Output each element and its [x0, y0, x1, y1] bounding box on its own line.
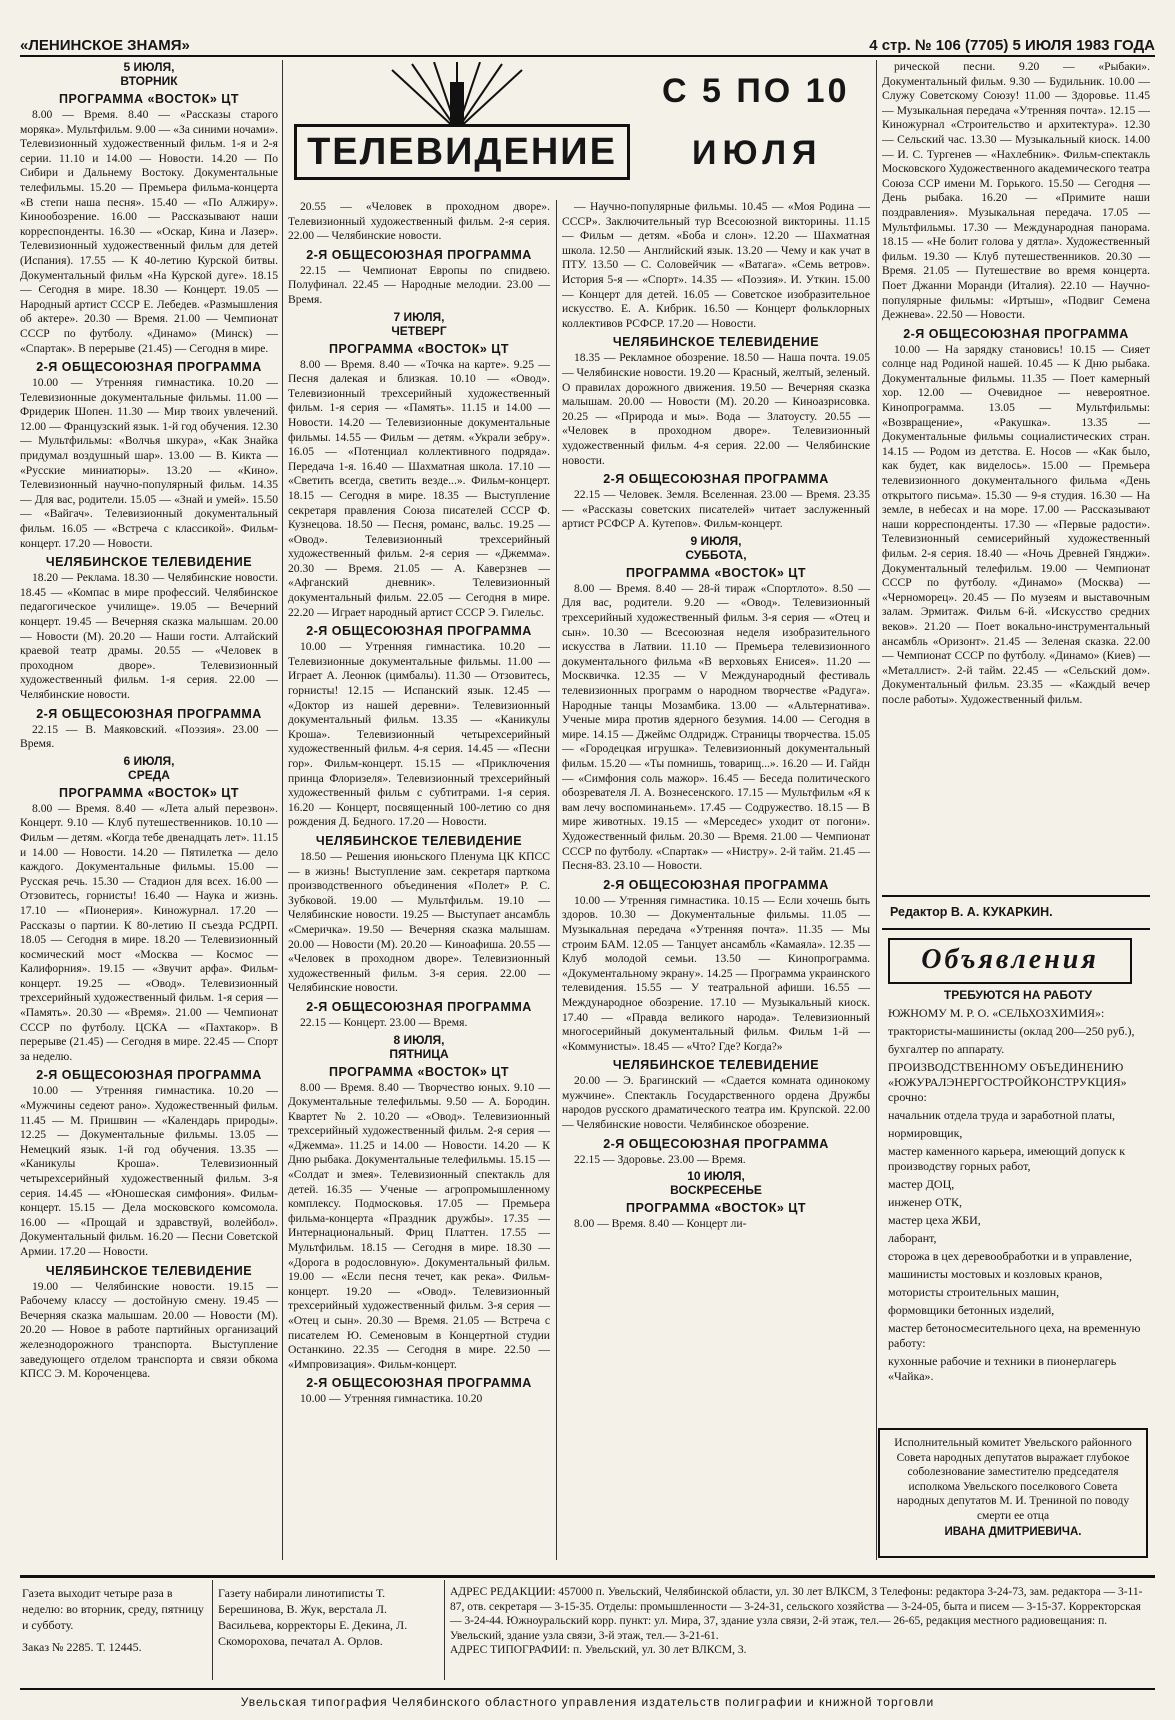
program-heading: 2-Я ОБЩЕСОЮЗНАЯ ПРОГРАММА	[603, 877, 829, 892]
column-1	[20, 60, 278, 1450]
schedule-text: 18.35 — Рекламное обозрение. 18.50 — Наша почта. 19.05 — Челябинские новости. 19.20 — Красный, желтый, зеленый. О правилах дорожного движения. 19.50 — Вечерняя сказка малышам. 20.00 — Новости (М). 20.20 — Киноазрисовка. 20.25 — «Природа и мы». Вода — Златоусту. 20.55 — «Человек в проходном дворе». Телевизионный художественный фильм. 4-я серия. 22.00 — Челябинские новости.	[562, 351, 870, 467]
day-heading: 10 ИЮЛЯ,	[687, 1169, 745, 1184]
program-heading: ПРОГРАММА «ВОСТОК» ЦТ	[625, 1201, 807, 1216]
program-heading: ЧЕЛЯБИНСКОЕ ТЕЛЕВИДЕНИЕ	[45, 1263, 253, 1278]
schedule-text: 22.15 — Концерт. 23.00 — Время.	[300, 1015, 468, 1029]
ad-line: трактористы-машинисты (оклад 200—250 руб.),	[888, 1024, 1135, 1038]
obituary-text: Исполнительный комитет Увельского районного Совета народных депутатов выражает глубокое соболезнование заместителю председателя исполкома Увельского поселкового Совета народных депутатов М. И. Трениной по поводу смерти ее отца	[894, 1437, 1132, 1522]
column-rule	[282, 60, 283, 1560]
schedule-text: 8.00 — Время. 8.40 — «Лета алый перезвон». Концерт. 9.10 — Клуб путешественников. 10.10 — Фильм — детям. «Когда тебе двенадцать лет». 11.15 и 14.00 — Новости. 14.20 — Пятилетка — дело каждого. Документальные фильмы. 15.00 — Русская речь. 15.30 — Стадион для всех. 16.00 — Отзовитесь, горнисты! 16.40 — Наука и жизнь. 17.10 — «Пионерия». Киножурнал. 17.20 — Рассказы о партии. К 80-летию II съезда РСДРП. 18.05 — Сегодня в мире. 18.20 — Телевизионный космический мост «Москва — Космос — Калифорния». 19.15 — «Звучит арфа». Фильм-концерт. 19.25 — «Овод». Телевизионный трехсерийный художественный фильм. 1-я серия — «Память». 20.30 — «Время». 21.00 — Чемпионат СССР по футболу. ЦСКА — «Пахтакор». В перерыве (21.45) — Сегодня в мире. 22.45 — Спорт за неделю.	[20, 801, 278, 1063]
ad-line: нормировщик,	[888, 1126, 963, 1140]
schedule-text: 8.00 — Время. 8.40 — «Рассказы старого моряка». Мультфильм. 9.00 — «За синими ночами». Телевизионный художественный фильм. 1-я и 2-я серии. 11.10 и 14.00 — Новости. 14.20 — По Сибири и Дальнему Востоку. Документальные телефильмы. 15.20 — Премьера фильма-концерта «В степи наша песня». 15.40 — «По Алжиру». Кинообозрение. 16.00 — Рассказывают наши корреспонденты. 16.30 — «Оскар, Кина и Лазер». Телевизионный художественный фильм для детей (Испания). 17.55 — К 40-летию Курской битвы. Документальный фильм «На Курской дуге». 18.15 — Сегодня в мире. 18.30 — Концерт. 19.05 — Народный артист СССР Е. Лебедев. «Размышления об актере». 20.30 — Время. 21.00 — Чемпионат СССР по футболу. «Динамо» (Минск) — «Спартак». В перерыве (21.45) — Сегодня в мире.	[20, 108, 278, 355]
column-3	[562, 200, 870, 1575]
footer-rule	[212, 1580, 213, 1680]
schedule-text: 10.00 — Утренняя гимнастика. 10.20	[300, 1392, 483, 1406]
issue-info: 4 стр. № 106 (7705) 5 ИЮЛЯ 1983 ГОДА	[869, 36, 1155, 54]
schedule-text: 22.15 — В. Маяковский. «Поэзия». 23.00 — Время.	[20, 722, 278, 751]
column-2	[288, 200, 550, 1575]
ad-line: инженер ОТК,	[888, 1195, 963, 1209]
ads-block	[888, 988, 1148, 1387]
ad-line: мастер каменного карьера, имеющий допуск к производству горных работ,	[888, 1144, 1126, 1173]
editor-rule	[882, 895, 1150, 897]
ads-head: ТРЕБУЮТСЯ НА РАБОТУ	[943, 988, 1093, 1002]
ad-line: сторожа в цех деревообработки и в управление,	[888, 1249, 1133, 1263]
printer-line: Увельская типография Челябинского областного управления издательств полиграфии и книжной торговли	[240, 1695, 935, 1709]
day-name: СУББОТА,	[685, 547, 747, 562]
program-heading: ЧЕЛЯБИНСКОЕ ТЕЛЕВИДЕНИЕ	[45, 555, 253, 570]
schedule-text: 22.15 — Чемпионат Европы по спидвею. Полуфинал. 22.45 — Народные мелодии. 23.00 — Время.	[288, 263, 550, 306]
dates-top: С 5 ПО 10	[662, 72, 850, 110]
day-name: ВТОРНИК	[120, 74, 178, 88]
editor-line: Редактор В. А. КУКАРКИН.	[890, 905, 1053, 919]
footer-order: Заказ № 2285. Т. 12445.	[22, 1640, 142, 1654]
footer-schedule	[22, 1585, 207, 1685]
ads-title: Объявления	[888, 938, 1132, 984]
program-heading: 2-Я ОБЩЕСОЮЗНАЯ ПРОГРАММА	[36, 706, 262, 721]
schedule-text: 22.15 — Здоровье. 23.00 — Время.	[574, 1152, 746, 1166]
schedule-text: — Научно-популярные фильмы. 10.45 — «Моя Родина — СССР». Заключительный тур Всесоюзной викторины. 11.15 — Фильм — детям. «Боба и слон». 12.20 — Шахматная школа. 12.50 — Английский язык. 13.20 — Чему и как учат в ПТУ. 13.50 — С. Соловейчик — «Ватага». «Семь ветров». История 5-я — «Спорт». 14.35 — «Поэзия». И. Уткин. 15.00 — Концерт для детей. 16.05 — Советское изобразительное искусство. Е. А. Кибрик. 16.50 — Концерт фольклорных коллективов РСФСР. 17.20 — Новости.	[562, 200, 870, 330]
day-heading: 8 ИЮЛЯ,	[393, 1032, 445, 1047]
schedule-text: 8.00 — Время. 8.40 — «Точка на карте». 9.25 — Песня далекая и близкая. 10.10 — «Овод». Телевизионный трехсерийный художественный фильм. 1-я серия — «Память». 11.15 и 14.00 — Новости. 14.20 — Телевизионные документальные фильмы. 14.55 — Фильм — детям. «Украли зебру». 16.05 — «Потенциал коллективного подряда». Передача 1-я. 16.40 — Шахматная школа. 17.10 — «Светить всегда, светить везде...». Фильм-концерт. 18.15 — Сегодня в мире. 18.35 — Выступление секретаря правления Союза писателей СССР Ф. Кузнецова. 18.50 — Песня, романс, вальс. 19.25 — «Овод». Телевизионный трехсерийный художественный фильм. 2-я серия — «Джемма». 20.30 — Время. 21.05 — А. Каверзнев — «Афганский дневник». Телевизионный документальный фильм. 22.05 — Сегодня в мире. 22.20 — Играет народный артист СССР Э. Гилельс.	[288, 357, 550, 619]
program-heading: 2-Я ОБЩЕСОЮЗНАЯ ПРОГРАММА	[36, 360, 262, 375]
footer-text: Газета выходит четыре раза в неделю: во вторник, среду, пятницу и субботу.	[22, 1586, 204, 1632]
footer-credits	[218, 1585, 438, 1685]
tv-title: ТЕЛЕВИДЕНИЕ	[294, 124, 630, 180]
day-heading: 6 ИЮЛЯ,	[123, 753, 175, 768]
column-4	[882, 60, 1150, 890]
footer-address	[450, 1585, 1150, 1685]
obituary-name: ИВАНА ДМИТРИЕВИЧА.	[944, 1526, 1082, 1538]
footer-text: Газету набирали линотиписты Т. Берешинова, В. Жук, верстала Л. Васильева, корректоры Е. Декина, Л. Скоморохова, печатал А. Орлов.	[218, 1586, 408, 1648]
tv-tower-icon	[372, 62, 542, 132]
day-heading: 9 ИЮЛЯ,	[690, 533, 742, 548]
tv-header	[282, 62, 880, 192]
program-heading: 2-Я ОБЩЕСОЮЗНАЯ ПРОГРАММА	[306, 1376, 532, 1391]
ad-line: ЮЖНОМУ М. Р. О. «СЕЛЬХОЗХИМИЯ»:	[888, 1006, 1105, 1020]
program-heading: 2-Я ОБЩЕСОЮЗНАЯ ПРОГРАММА	[306, 999, 532, 1014]
schedule-text: 8.00 — Время. 8.40 — 28-й тираж «Спортлото». 8.50 — Для вас, родители. 9.20 — «Овод». Телевизионный трехсерийный художественный фильм. 3-я серия — «Отец и сын». 10.30 — Всесоюзная неделя изобразительного искусства в Латвии. 11.10 — Премьера телевизионного документального фильма «В верховьях Енисея». 11.20 — Москвичка. 12.35 — V Международный фестиваль телевизионных программ о народном творчестве «Радуга». Народные танцы Мозамбика. 13.00 — «Альтернатива». Ученые мира против ядерного безумия. 14.00 — Сегодня в мире. 14.15 — Джеймс Олдридж. Страницы творчества. 15.05 — «Городецкая игрушка». Телевизионный документальный фильм. 15.20 — «Ты помнишь, товарищ...». 16.20 — И. Гайдн — «Симфония соль мажор». 16.45 — Беседа политического обозревателя Л. А. Вознесенского. 17.15 — Мультфильм «Я к вам лечу воспоминаньем». 17.45 — Содружество. 18.15 — В мире животных. 19.15 — «Мерседес» уходит от погони». Художественный фильм. 20.30 — Время. 21.00 — Чемпионат СССР по футболу. «Спартак» — «Нистру». 2-й тайм. 21.45 — Песня-83. 23.10 — Новости.	[562, 581, 870, 873]
ad-line: лаборант,	[888, 1231, 937, 1245]
masthead	[20, 34, 1155, 56]
ad-line: машинисты мостовых и козловых кранов,	[888, 1267, 1103, 1281]
obituary-box	[878, 1428, 1148, 1558]
column-rule	[556, 200, 557, 1560]
ad-line: бухгалтер по аппарату.	[888, 1042, 1005, 1056]
program-heading: ЧЕЛЯБИНСКОЕ ТЕЛЕВИДЕНИЕ	[315, 833, 523, 848]
ad-line: мотористы строительных машин,	[888, 1285, 1060, 1299]
program-heading: ЧЕЛЯБИНСКОЕ ТЕЛЕВИДЕНИЕ	[612, 1058, 820, 1073]
schedule-text: 8.00 — Время. 8.40 — Творчество юных. 9.10 — Документальные телефильмы. 9.50 — А. Бородин. Квартет № 2. 10.20 — «Овод». Телевизионный трехсерийный художественный фильм. 2-я серия — «Джемма». 11.25 и 14.00 — Новости. 14.20 — К Дню рыбака. Документальные телефильмы. 15.15 — «Солдат и змея». Телевизионный спектакль для детей. 16.35 — Ученые — агропромышленному комплексу. Подмосковья. 17.05 — Премьера фильма-концерта «Праздник дружбы». 17.35 — Интернациональный. Фриц Платтен. 17.55 — Мультфильм. 18.15 — Сегодня в мире. 18.30 — «Дорога в родословную». Документальный фильм. 19.00 — «Если песня течет, как река». Фильм-концерт. 19.20 — «Овод». Телевизионный трехсерийный художественный фильм. 3-я серия — «Отец и сын». 20.30 — Время. 21.05 — Встреча с писателем Ю. Семеновым в Концертной студии Останкино. 22.35 — Сегодня в мире. 22.50 — «Импровизация». Фильм-концерт.	[288, 1080, 550, 1371]
day-name: ЧЕТВЕРГ	[391, 323, 447, 338]
masthead-rule	[20, 55, 1155, 57]
program-heading: 2-Я ОБЩЕСОЮЗНАЯ ПРОГРАММА	[306, 247, 532, 262]
day-heading: 5 ИЮЛЯ,	[123, 60, 175, 74]
footer-text: АДРЕС РЕДАКЦИИ: 457000 п. Увельский, Челябинской области, ул. 30 лет ВЛКСМ, 3 Телефоны: редактора 3-24-73, зам. редактора — 3-11-87, отв. секретаря — 3-15-35. Отделы: промышленности — 3-24-31, сельского хозяйства — 3-24-05, быта и писем — 3-15-37. Корректорская — 3-24-44. Южноуральский корр. пункт: ул. Мира, 37, здание узла связи, 2-й этаж, тел.— 26-65, редакция местного радиовещания: п. Увельский, здание узла связи, 3-й этаж, тел.— 3-21-61.	[450, 1586, 1143, 1642]
program-heading: ПРОГРАММА «ВОСТОК» ЦТ	[625, 565, 807, 580]
program-heading: ПРОГРАММА «ВОСТОК» ЦТ	[58, 92, 240, 106]
ad-line: формовщики бетонных изделий,	[888, 1303, 1055, 1317]
program-heading: 2-Я ОБЩЕСОЮЗНАЯ ПРОГРАММА	[306, 624, 532, 639]
ad-line: начальник отдела труда и заработной платы,	[888, 1108, 1116, 1122]
footer-rule	[20, 1688, 1155, 1690]
day-heading: 7 ИЮЛЯ,	[393, 309, 445, 324]
day-name: СРЕДА	[128, 767, 170, 782]
schedule-text: 10.00 — Утренняя гимнастика. 10.20 — «Мужчины седеют рано». Художественный фильм. 11.45 — М. Пришвин — «Календарь природы». 12.25 — Документальные фильмы. 13.05 — Немецкий язык. 1-й год обучения. 13.35 — «Каникулы Кроша». Телевизионный четырехсерийный художественный фильм. 3-я серия. 14.45 — «Юношеская симфония». Фильм-концерт. 15.15 — Дела московского комсомола. 16.00 — «Прощай и здравствуй, волейбол». Документальный фильм. 16.20 — Песни Советской Армии. 17.20 — Новости.	[20, 1084, 278, 1258]
column-rule	[876, 60, 877, 1560]
ad-line: ПРОИЗВОДСТВЕННОМУ ОБЪЕДИНЕНИЮ «ЮЖУРАЛЭНЕРГОСТРОЙКОНСТРУКЦИЯ» срочно:	[888, 1060, 1127, 1104]
schedule-text: 18.20 — Реклама. 18.30 — Челябинские новости. 18.45 — «Компас в мире профессий. Челябинское педагогическое училище». 19.05 — Вечерний концерт. 19.45 — Вечерняя сказка малышам. 20.00 — Новости (М). 20.20 — Наши гости. Алтайский краевой театр драмы. 20.55 — «Человек в проходном дворе». Телевизионный художественный фильм. 1-я серия. 22.00 — Челябинские новости.	[20, 571, 278, 701]
day-name: ВОСКРЕСЕНЬЕ	[670, 1183, 762, 1198]
program-heading: 2-Я ОБЩЕСОЮЗНАЯ ПРОГРАММА	[603, 472, 829, 487]
ad-line: мастер цеха ЖБИ,	[888, 1213, 981, 1227]
program-heading: 2-Я ОБЩЕСОЮЗНАЯ ПРОГРАММА	[903, 326, 1129, 341]
ad-line: мастер ДОЦ,	[888, 1177, 955, 1191]
schedule-text: 20.00 — Э. Брагинский — «Сдается комната одинокому мужчине». Спектакль Государственного ордена Дружбы народов русского драматического театра им. Крупской. 22.00 — Челябинские новости. Челябинское обозрение.	[562, 1074, 870, 1132]
dates-bottom: ИЮЛЯ	[692, 134, 823, 172]
program-heading: ЧЕЛЯБИНСКОЕ ТЕЛЕВИДЕНИЕ	[612, 335, 820, 350]
schedule-text: 18.50 — Решения июньского Пленума ЦК КПСС — в жизнь! Выступление зам. секретаря парткома производственного объединения «Полет» Р. С. Зубковой. 19.00 — Мультфильм. 19.10 — Челябинские новости. 19.25 — Выступает ансамбль «Смеричка». 19.50 — Вечерняя сказка малышам. 20.00 — Новости (М). 20.20 — Киноафиша. 20.55 — «Человек в проходном дворе». Телевизионный художественный фильм. 3-я серия. 22.00 — Челябинские новости.	[288, 849, 550, 995]
program-heading: 2-Я ОБЩЕСОЮЗНАЯ ПРОГРАММА	[603, 1136, 829, 1151]
schedule-text: 10.00 — На зарядку становись! 10.15 — Сияет солнце над Родиной нашей. 10.45 — К Дню рыбака. Документальные фильмы. 11.35 — Поет камерный хор. 12.00 — Очевидное — невероятное. Кинопрограмма. 13.05 — Мультфильмы: «Возвращение», «Ракушка». 13.35 — Документальные фильмы социалистических стран. 14.15 — Родом из детства. Е. Носов — «Как было, как будет, как виделось». 15.00 — Премьера телевизионного документального фильма «День открытого письма». 15.30 — 9-я студия. 16.30 — На земле, в небесах и на море. 17.00 — Рассказывают наши корреспонденты. 17.30 — «Первые радости». Телевизионный семисерийный художественный фильм. 2-я серия. 18.40 — «Ночь Древней Гянджи». Документальный телефильм. 19.00 — Чемпионат СССР по футболу. «Динамо» (Москва) — «Черноморец». 20.45 — По музеям и выставочным залам. Эрмитаж. Фильм 6-й. «Искусство средних веков». 21.20 — Поет вокально-инструментальный ансамбль «Оризонт». 21.45 — Зеленая сказка. 22.00 — Чемпионат СССР по футболу. «Динамо» (Киев) — «Металлист». 2-й тайм. 22.45 — «Сельский дом». Документальный фильм. 23.35 — «Каждый вечер после работы». Художественный фильм.	[882, 342, 1150, 706]
schedule-text: рической песни. 9.20 — «Рыбаки». Документальный фильм. 9.30 — Будильник. 10.00 — Служу Советскому Союзу! 11.00 — Здоровье. 11.45 — Музыкальная передача «Утренняя почта». 12.15 — Киножурнал «Строительство и архитектура». 12.30 — Сельский час. 13.30 — Музыкальный киоск. 14.00 — И. С. Тургенев — «Нахлебник». Фильм-спектакль Московского Художественного академического театра Союза ССР имени М. Горького. 15.50 — Сегодня — День рыбака. 16.20 — «Примите наши поздравления». Музыкальная передача. 17.05 — Мультфильмы. 17.30 — Международная панорама. 18.15 — «Не болит голова у дятла». Художественный фильм. 19.30 — Клуб путешественников. 20.30 — Время. 21.05 — Путешествие во время концерта. Поет Джанни Моранди (Италия). 22.10 — Научно-популярные фильмы: «Иртыш», «Подвиг Семена Дежнева». 22.50 — Новости.	[882, 60, 1150, 322]
schedule-text: 10.00 — Утренняя гимнастика. 10.20 — Телевизионные документальные фильмы. 11.00 — Играет А. Леонюк (цимбалы). 11.30 — Отзовитесь, горнисты! 12.15 — Испанский язык. 12.45 — «Доктор из нашей деревни». Телевизионный документальный фильм. 13.35 — «Каникулы Кроша». Телевизионный четырехсерийный художественный фильм. 4-я серия. 14.45 — «Песни гор». Фильм-концерт. 15.15 — «Приключения принца Флоризеля». Телевизионный трехсерийный художественный фильм с субтитрами. 1-я серия. 16.20 — Концерт, посвященный 100-летию со дня рождения Д. Бедного. 17.20 — Новости.	[288, 640, 550, 829]
schedule-text: 22.15 — Человек. Земля. Вселенная. 23.00 — Время. 23.35 — «Рассказы советских писателей» читает заслуженный артист РСФСР А. Кутепов». Фильм-концерт.	[562, 488, 870, 531]
program-heading: ПРОГРАММА «ВОСТОК» ЦТ	[328, 1064, 510, 1079]
footer-rule	[20, 1575, 1155, 1578]
paper-name: «ЛЕНИНСКОЕ ЗНАМЯ»	[20, 36, 190, 54]
ad-line: кухонные рабочие и техники в пионерлагерь «Чайка».	[888, 1354, 1117, 1383]
schedule-text: 10.00 — Утренняя гимнастика. 10.20 — Телевизионные документальные фильмы. 11.00 — Фридерик Шопен. 11.30 — Мир твоих увлечений. 12.00 — Французский язык. 1-й год обучения. 12.30 — Мультфильмы: «Волчья шкура», «Как Знайка придумал воздушный шар». 13.00 — В. Кикта — «Русские миниатюры». 13.20 — «Кино». Телевизионный научно-популярный фильм. 14.35 — Для вас, родители. 15.05 — «Знай и умей». 15.50 — «Вайгач». Телевизионный документальный фильм. 16.05 — «Встреча с классикой». Фильм-концерт. 17.20 — Новости.	[20, 376, 278, 550]
program-heading: ПРОГРАММА «ВОСТОК» ЦТ	[328, 341, 510, 356]
footer-rule	[444, 1580, 445, 1680]
program-heading: 2-Я ОБЩЕСОЮЗНАЯ ПРОГРАММА	[36, 1068, 262, 1083]
schedule-text: 10.00 — Утренняя гимнастика. 10.15 — Если хочешь быть здоров. 10.30 — Документальные фильмы. 11.05 — Музыкальная передача «Утренняя почта». 11.35 — Мы строим БАМ. 12.05 — Танцует ансамбль «Камаяла». 12.35 — Клуб молодой семьи. 13.50 — Кинопрограмма. «Документальному экрану». 14.25 — Программа украинского телевидения. 15.55 — У театральной афиши. 16.55 — Международное обозрение. 17.10 — Музыкальный киоск. 17.40 — «Правда великого народа». Телевизионный многосерийный документальный фильм. Фильм 1-й — «Коммунисты». 18.45 — «Что? Где? Когда?»	[562, 893, 870, 1053]
schedule-text: 19.00 — Челябинские новости. 19.15 — Рабочему классу — достойную смену. 19.45 — Вечерняя сказка малышам. 20.00 — Новости (М). 20.20 — Новое в работе партийных организаций железнодорожного транспорта. Выступление заведующего отделом транспорта и связи обкома КПСС Э. М. Короченцева.	[20, 1279, 278, 1381]
day-name: ПЯТНИЦА	[389, 1046, 449, 1061]
program-heading: ПРОГРАММА «ВОСТОК» ЦТ	[58, 785, 240, 800]
schedule-text: 20.55 — «Человек в проходном дворе». Телевизионный художественный фильм. 2-я серия. 22.00 — Челябинские новости.	[288, 200, 550, 243]
schedule-text: 8.00 — Время. 8.40 — Концерт ли-	[574, 1217, 747, 1231]
footer-text: АДРЕС ТИПОГРАФИИ: п. Увельский, ул. 30 лет ВЛКСМ, 3.	[450, 1644, 747, 1656]
editor-rule	[882, 928, 1150, 930]
ad-line: мастер бетоносмесительного цеха, на временную работу:	[888, 1321, 1141, 1350]
